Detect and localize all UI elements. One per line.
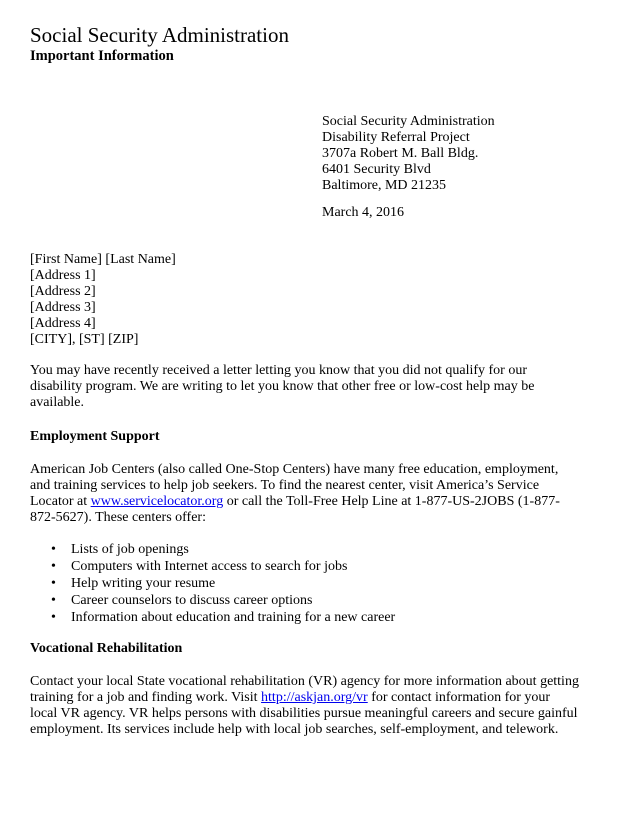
bullet-icon: •: [51, 593, 56, 608]
list-item: [30, 592, 395, 609]
sender-line: Disability Referral Project: [322, 130, 470, 145]
servicelocator-link[interactable]: www.servicelocator.org: [90, 494, 224, 509]
list-item-text: Computers with Internet access to search for jobs: [71, 559, 348, 574]
list-item-text: Help writing your resume: [71, 576, 216, 591]
vocational-text-before-link: Contact your local State vocational rehabilitation (VR) agency for more information about getting training for a job and finding work. Visit: [30, 674, 579, 705]
sender-address: [322, 114, 495, 194]
list-item: [30, 541, 395, 558]
list-item-text: Career counselors to discuss career options: [71, 593, 313, 608]
askjan-link[interactable]: http://askjan.org/vr: [261, 690, 368, 705]
recipient-line: [Address 2]: [30, 284, 96, 299]
services-list: [30, 541, 395, 626]
employment-paragraph: [30, 462, 580, 526]
sender-line: Baltimore, MD 21235: [322, 178, 447, 193]
bullet-icon: •: [51, 559, 56, 574]
vocational-paragraph: [30, 674, 580, 738]
employment-support-heading: Employment Support: [30, 429, 160, 444]
bullet-icon: •: [51, 542, 56, 557]
sender-line: Social Security Administration: [322, 114, 495, 129]
list-item-text: Lists of job openings: [71, 542, 189, 557]
recipient-line: [CITY], [ST] [ZIP]: [30, 332, 139, 347]
employment-text-before-link: American Job Centers (also called One-Stop Centers) have many free education, employment, and training services to help job seekers. To find the nearest center, visit America’s Service Locator at: [30, 462, 559, 509]
recipient-line: [Address 1]: [30, 268, 96, 283]
recipient-line: [First Name] [Last Name]: [30, 252, 176, 267]
list-item: [30, 575, 395, 592]
vocational-rehabilitation-heading: Vocational Rehabilitation: [30, 641, 183, 656]
recipient-line: [Address 3]: [30, 300, 96, 315]
document-subtitle: Important Information: [30, 48, 174, 64]
intro-paragraph: You may have recently received a letter letting you know that you did not qualify for our disability program. We are writing to let you know that other free or low-cost help may be available.: [30, 363, 535, 410]
recipient-address: [30, 252, 176, 348]
bullet-icon: •: [51, 610, 56, 625]
bullet-icon: •: [51, 576, 56, 591]
document-title: Social Security Administration: [30, 23, 289, 47]
letter-date: March 4, 2016: [322, 205, 405, 220]
list-item-text: Information about education and training for a new career: [71, 610, 396, 625]
list-item: [30, 609, 395, 626]
list-item: [30, 558, 395, 575]
sender-line: 6401 Security Blvd: [322, 162, 431, 177]
employment-text-after-link: or call the Toll-Free Help Line at 1-877-US-2JOBS (1-877-872-5627). These centers offer:: [30, 494, 560, 525]
sender-line: 3707a Robert M. Ball Bldg.: [322, 146, 479, 161]
recipient-line: [Address 4]: [30, 316, 96, 331]
vocational-text-after-link: for contact information for your local VR agency. VR helps persons with disabilities pursue meaningful careers and secure gainful employment. Its services include help with local job searches, self-employment, and telework.: [30, 690, 578, 737]
